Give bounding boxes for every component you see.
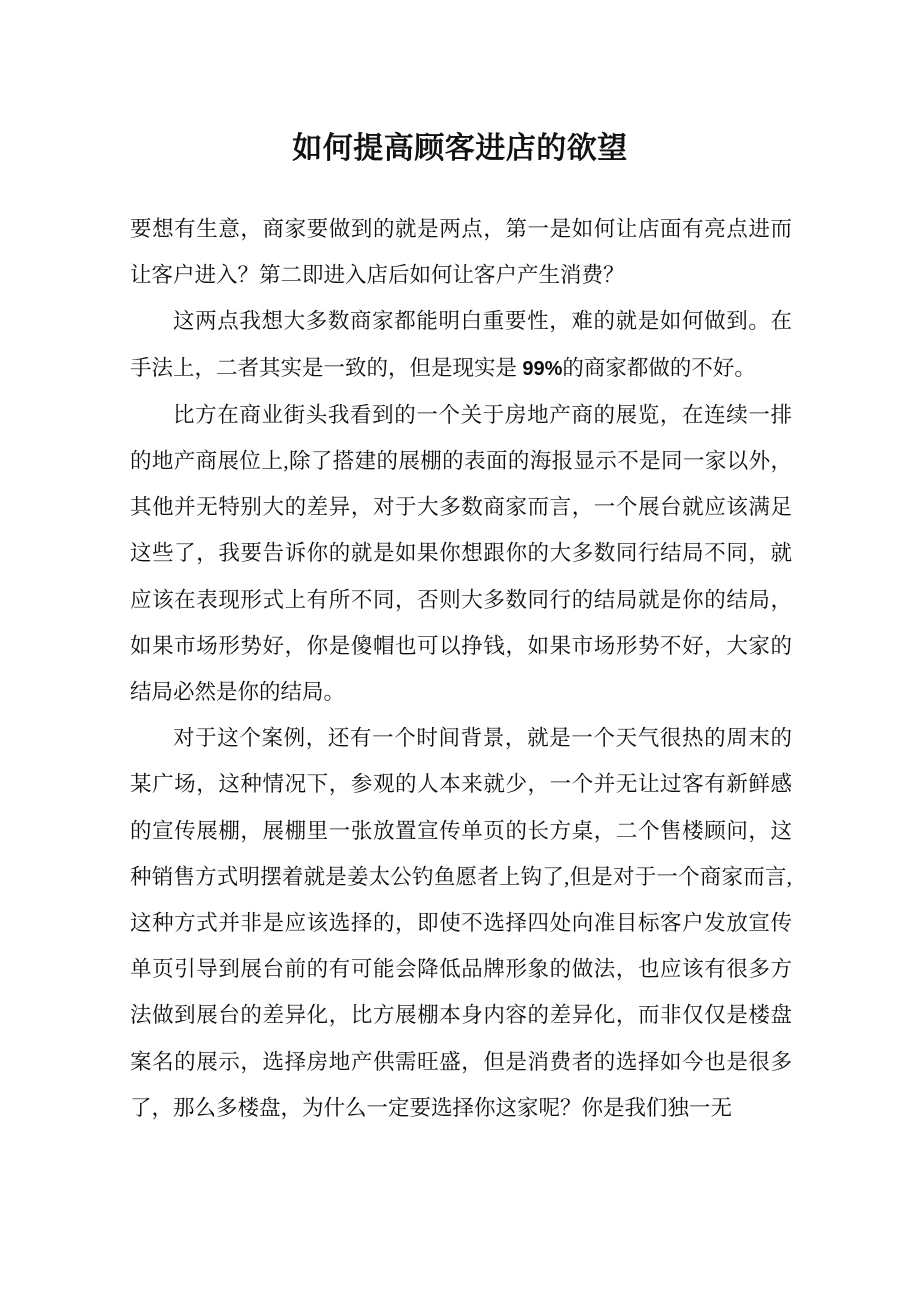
page-title: 如何提高顾客进店的欲望 <box>292 132 628 166</box>
paragraph-3: 比方在商业街头我看到的一个关于房地产商的展览，在连续一排的地产商展位上,除了搭建的展棚的表面的海报显示不是同一家以外，其他并无特别大的差异，对于大多数商家而言，一个展台就应该满足这些了，我要告诉你的就是如果你想跟你的大多数同行结局不同，就应该在表现形式上有所不同，否则大多数同行的结局就是你的结局，如果市场形势好，你是傻帽也可以挣钱，如果市场形势不好，大家的结局必然是你的结局。 <box>130 402 792 705</box>
paragraph-2-emphasis-percent: 99% <box>522 357 563 380</box>
paragraph-2 <box>130 298 792 391</box>
document-body <box>130 206 792 1131</box>
paragraph-2-text-before: 这两点我想大多数商家都能明白重要性，难的就是如何做到。在手法上，二者其实是一致的，但是现实是 <box>130 309 792 380</box>
paragraph-2-text-after: 的商家都做的不好。 <box>562 355 756 380</box>
paragraph-1: 要想有生意，商家要做到的就是两点，第一是如何让店面有亮点进而让客户进入？第二即进入店后如何让客户产生消费？ <box>130 217 792 288</box>
paragraph-4: 对于这个案例，还有一个时间背景，就是一个天气很热的周末的某广场，这种情况下，参观的人本来就少，一个并无让过客有新鲜感的宣传展棚，展棚里一张放置宣传单页的长方桌，二个售楼顾问，这种销售方式明摆着就是姜太公钓鱼愿者上钩了,但是对于一个商家而言,这种方式并非是应该选择的，即使不选择四处向准目标客户发放宣传单页引导到展台前的有可能会降低品牌形象的做法，也应该有很多方法做到展台的差异化，比方展棚本身内容的差异化，而非仅仅是楼盘案名的展示，选择房地产供需旺盛，但是消费者的选择如今也是很多了，那么多楼盘，为什么一定要选择你这家呢？你是我们独一无 <box>130 726 792 1120</box>
